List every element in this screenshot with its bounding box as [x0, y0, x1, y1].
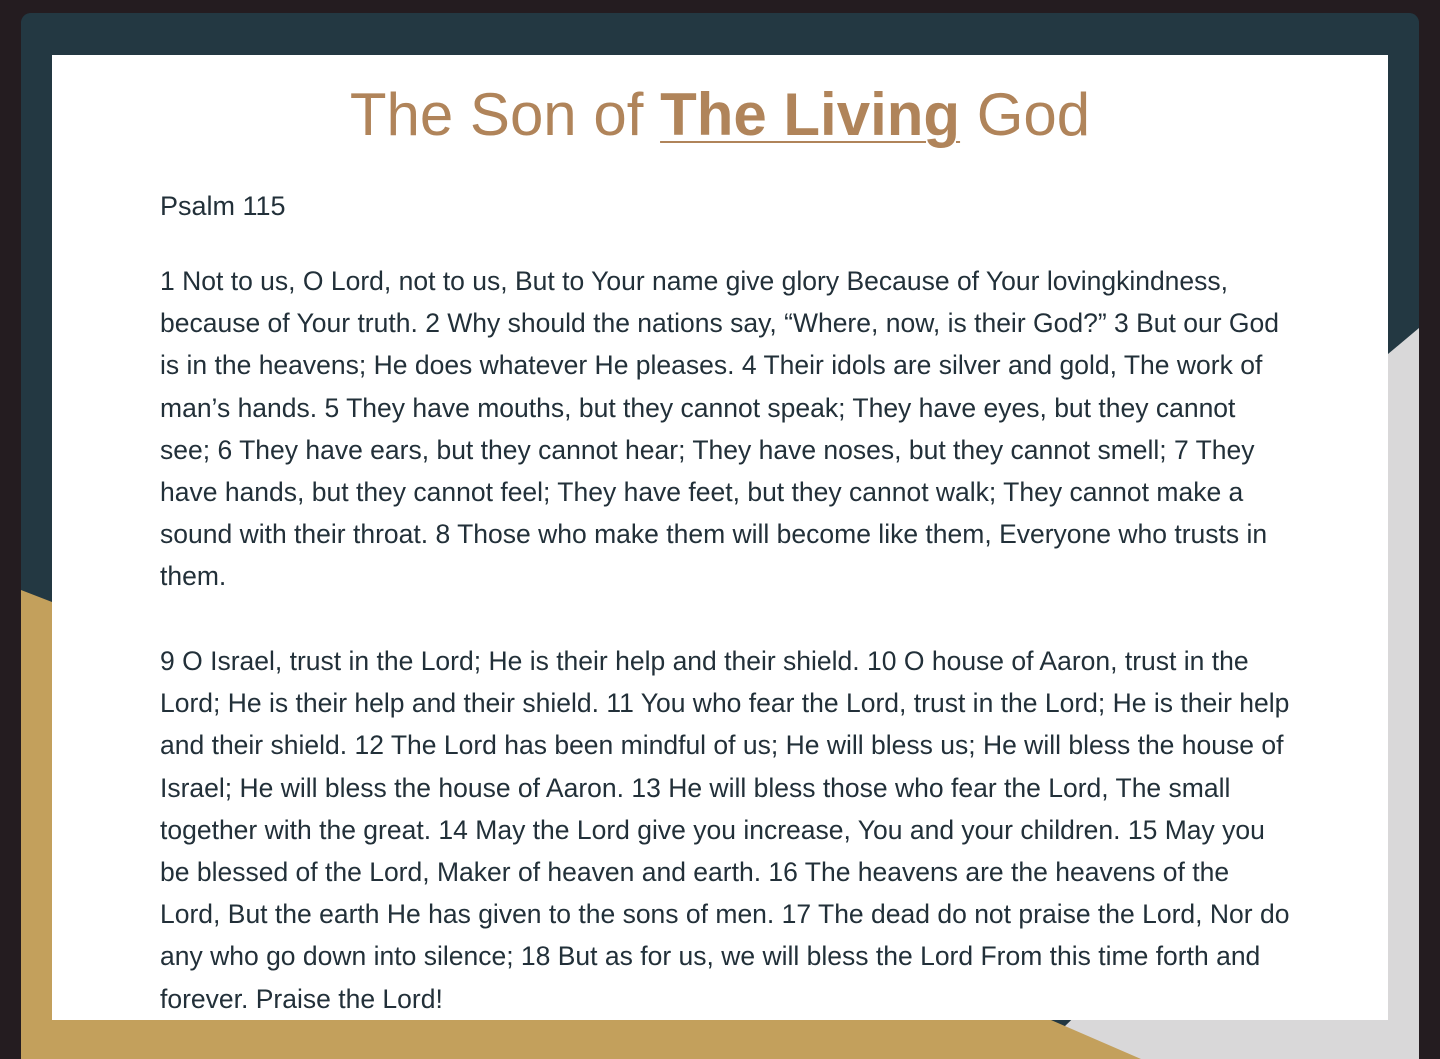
content-card — [52, 55, 1388, 1020]
title-end: God — [960, 81, 1091, 148]
slide — [21, 13, 1419, 1059]
title-start: The Son of — [349, 81, 661, 148]
scripture-reference: Psalm 115 — [160, 191, 286, 221]
scripture-paragraph-1: 1 Not to us, O Lord, not to us, But to Your name give glory Because of Your lovingkindness, because of Your truth. 2 Why should the nations say, “Where, now, is their God?” 3 But our God is in the heavens; He does whatever He pleases. 4 Their idols are silver and gold, The work of man’s hands. 5 They have mouths, but they cannot speak; They have eyes, but they cannot see; 6 They have ears, but they cannot hear; They have noses, but they cannot smell; 7 They have hands, but they cannot feel; They have feet, but they cannot walk; They cannot make a sound with their throat. 8 Those who make them will become like them, Everyone who trusts in them. — [160, 266, 1280, 592]
slide-title — [52, 79, 1388, 151]
title-emphasis: The Living — [660, 81, 961, 148]
scripture-paragraph-2: 9 O Israel, trust in the Lord; He is their help and their shield. 10 O house of Aaron, trust in the Lord; He is their help and their shield. 11 You who fear the Lord, trust in the Lord; He is their help and their shield. 12 The Lord has been mindful of us; He will bless us; He will bless the house of Israel; He will bless the house of Aaron. 13 He will bless those who fear the Lord, The small together with the great. 14 May the Lord give you increase, You and your children. 15 May you be blessed of the Lord, Maker of heaven and earth. 16 The heavens are the heavens of the Lord, But the earth He has given to the sons of men. 17 The dead do not praise the Lord, Nor do any who go down into silence; 18 But as for us, we will bless the Lord From this time forth and forever. Praise the Lord! — [160, 646, 1290, 1014]
